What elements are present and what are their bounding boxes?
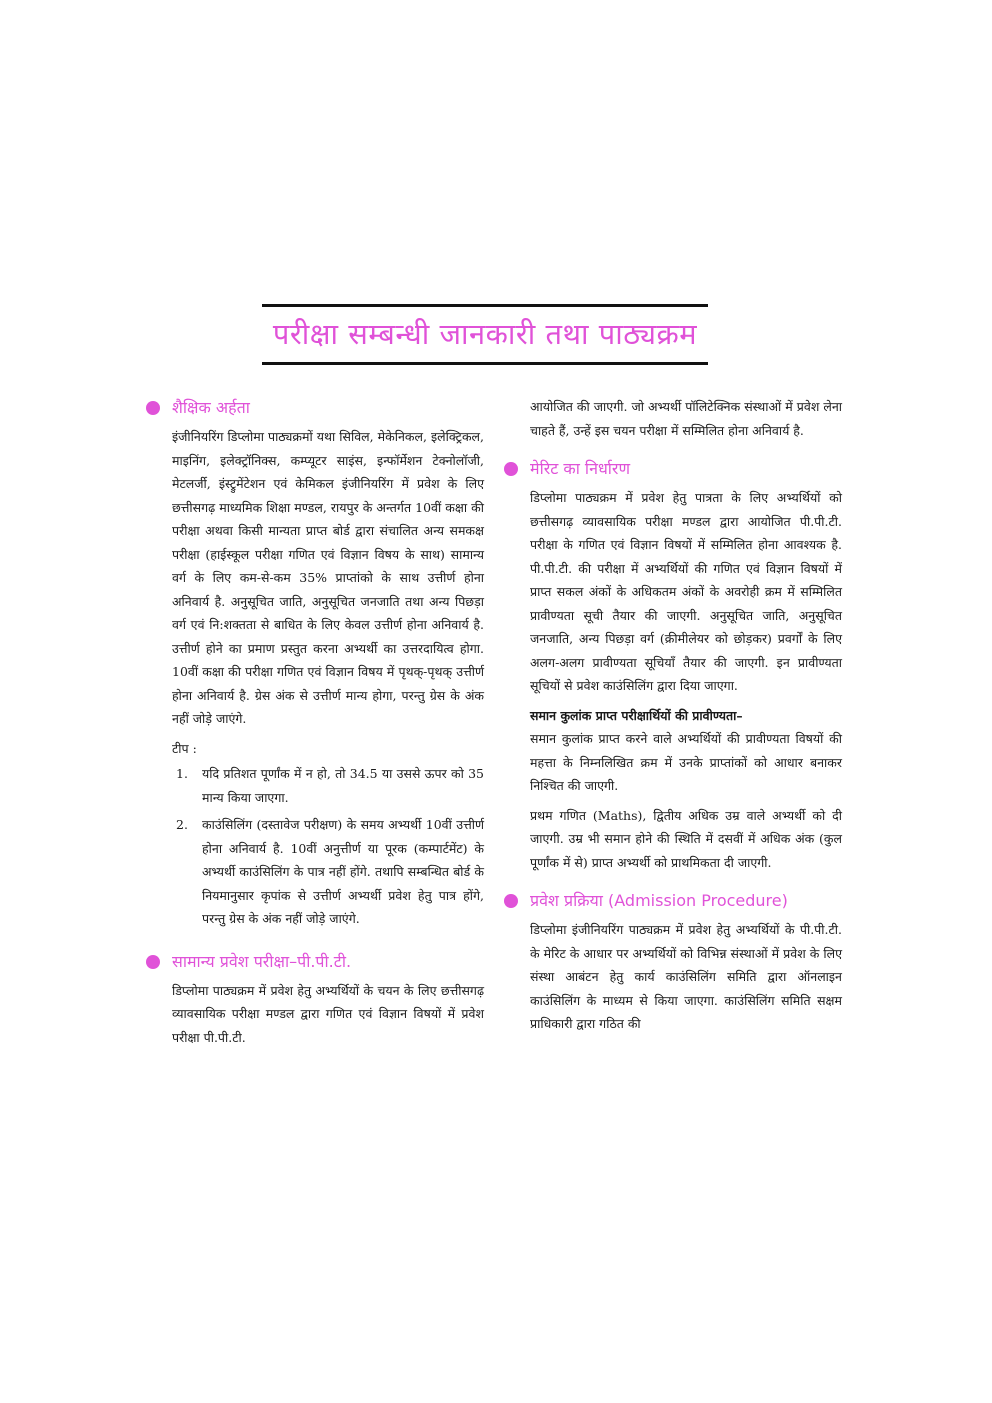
bullet-icon xyxy=(146,401,160,415)
section-merit xyxy=(530,456,842,874)
section-admission-procedure xyxy=(530,888,842,1036)
section-heading-text: सामान्य प्रवेश परीक्षा–पी.पी.टी. xyxy=(172,951,352,971)
subsection-body: समान कुलांक प्राप्त करने वाले अभ्यर्थियों की प्रावीण्यता विषयों की महत्ता के निम्नलिखित क्रम में उनके प्राप्तांकों को आधार बनाकर निश्चित की जाएगी. xyxy=(530,731,842,793)
page-title: परीक्षा सम्बन्धी जानकारी तथा पाठ्यक्रम xyxy=(272,317,698,351)
tip-number: 2. xyxy=(176,817,188,832)
section-body: डिप्लोमा पाठ्यक्रम में प्रवेश हेतु अभ्यर्थियों के चयन के लिए छत्तीसगढ़ व्यावसायिक परीक्षा मण्डल द्वारा गणित एवं विज्ञान विषयों में प्रवेश परीक्षा पी.पी.टी. xyxy=(172,982,484,1045)
page-title-block xyxy=(262,304,708,365)
bullet-icon xyxy=(504,894,518,908)
section-heading-text: मेरिट का निर्धारण xyxy=(530,459,631,478)
bullet-icon xyxy=(504,462,518,476)
subsection-body-2: प्रथम गणित (Maths), द्वितीय अधिक उम्र वाले अभ्यर्थी को दी जाएगी. उम्र भी समान होने की स्थिति में दसवीं में अधिक अंक (कुल पूर्णांक में से) प्राप्त अभ्यर्थी को प्राथमिकता दी जाएगी. xyxy=(530,807,842,870)
section-heading xyxy=(530,456,842,482)
tip-text: काउंसिलिंग (दस्तावेज परीक्षण) के समय अभ्यर्थी 10वीं उत्तीर्ण होना अनिवार्य है. 10वीं अनुत्तीर्ण या पूरक (कम्पार्टमेंट) के अभ्यर्थी काउंसिलिंग के पात्र नहीं होंगे. तथापि सम्बन्धित बोर्ड के नियमानुसार कृपांक से उत्तीर्ण अभ्यर्थी प्रवेश हेतु पात्र होंगे, परन्तु ग्रेस के अंक नहीं जोड़े जाएंगे. xyxy=(202,817,484,926)
continuation-text: आयोजित की जाएगी. जो अभ्यर्थी पॉलिटेक्निक संस्थाओं में प्रवेश लेना चाहते हैं, उन्हें इस चयन परीक्षा में सम्मिलित होना अनिवार्य है. xyxy=(530,399,842,438)
section-heading xyxy=(530,888,842,914)
bullet-icon xyxy=(146,955,160,969)
section-heading xyxy=(172,949,484,975)
left-column xyxy=(172,395,484,1049)
right-column xyxy=(530,395,842,1036)
section-heading-text: शैक्षिक अर्हता xyxy=(172,398,250,417)
tip-number: 1. xyxy=(176,766,188,781)
section-ppt-exam xyxy=(172,949,484,1050)
section-heading-text: प्रवेश प्रक्रिया (Admission Procedure) xyxy=(530,891,788,910)
section-educational-qualification xyxy=(172,395,484,931)
tip-list xyxy=(172,762,484,931)
tip-label: टीप : xyxy=(172,740,197,756)
section-body: इंजीनियरिंग डिप्लोमा पाठ्यक्रमों यथा सिविल, मेकेनिकल, इलेक्ट्रिकल, माइनिंग, इलेक्ट्रॉनिक्स, कम्प्यूटर साइंस, इन्फॉर्मेशन टेक्नोलॉजी, मेटलर्जी, इंस्ट्रुमेंटेशन एवं केमिकल इंजीनियरिंग में प्रवेश के लिए छत्तीसगढ़ माध्यमिक शिक्षा मण्डल, रायपुर के अन्तर्गत 10वीं कक्षा की परीक्षा अथवा किसी मान्यता प्राप्त बोर्ड द्वारा संचालित अन्य समकक्ष परीक्षा (हाईस्कूल परीक्षा गणित एवं विज्ञान विषय के साथ) सामान्य वर्ग के लिए कम-से-कम 35% प्राप्तांको के साथ उत्तीर्ण होना अनिवार्य है. अनुसूचित जाति, अनुसूचित जनजाति तथा अन्य पिछड़ा वर्ग एवं नि:शक्तता से बाधित के लिए केवल उत्तीर्ण होना अनिवार्य है. उत्तीर्ण होने का प्रमाण प्रस्तुत करना अभ्यर्थी का उत्तरदायित्व होगा. 10वीं कक्षा की परीक्षा गणित एवं विज्ञान विषय में पृथक्-पृथक् उत्तीर्ण होना अनिवार्य है. ग्रेस अंक से उत्तीर्ण मान्य होगा, परन्तु ग्रेस के अंक नहीं जोड़े जाएंगे. xyxy=(172,429,484,726)
section-heading xyxy=(172,395,484,421)
section-body: डिप्लोमा इंजीनियरिंग पाठ्यक्रम में प्रवेश हेतु अभ्यर्थियों के पी.पी.टी. के मेरिट के आधार पर अभ्यर्थियों को विभिन्न संस्थाओं में प्रवेश के लिए संस्था आबंटन हेतु कार्य काउंसिलिंग समिति द्वारा ऑनलाइन काउंसिलिंग के माध्यम से किया जाएगा. काउंसिलिंग समिति सक्षम प्राधिकारी द्वारा गठित की xyxy=(530,922,842,1031)
tip-item xyxy=(172,813,484,931)
subheading: समान कुलांक प्राप्त परीक्षार्थियों की प्रावीण्यता– xyxy=(530,707,743,723)
tip-text: यदि प्रतिशत पूर्णांक में न हो, तो 34.5 या उससे ऊपर को 35 मान्य किया जाएगा. xyxy=(202,766,484,805)
section-body: डिप्लोमा पाठ्यक्रम में प्रवेश हेतु पात्रता के लिए अभ्यर्थियों को छत्तीसगढ़ व्यावसायिक परीक्षा मण्डल द्वारा आयोजित पी.पी.टी. परीक्षा के गणित एवं विज्ञान विषयों में सम्मिलित होना आवश्यक है. पी.पी.टी. की परीक्षा में अभ्यर्थियों की गणित एवं विज्ञान विषयों में प्राप्त सकल अंकों के अधिकतम अंकों के अवरोही क्रम में सम्मिलित प्रावीण्यता सूची तैयार की जाएगी. अनुसूचित जाति, अनुसूचित जनजाति, अन्य पिछड़ा वर्ग (क्रीमीलेयर को छोड़कर) प्रवर्गों के लिए अलग-अलग प्रावीण्यता सूचियाँ तैयार की जाएगी. इन प्रावीण्यता सूचियों से प्रवेश काउंसिलिंग द्वारा दिया जाएगा. xyxy=(530,490,842,693)
tip-item xyxy=(172,762,484,809)
